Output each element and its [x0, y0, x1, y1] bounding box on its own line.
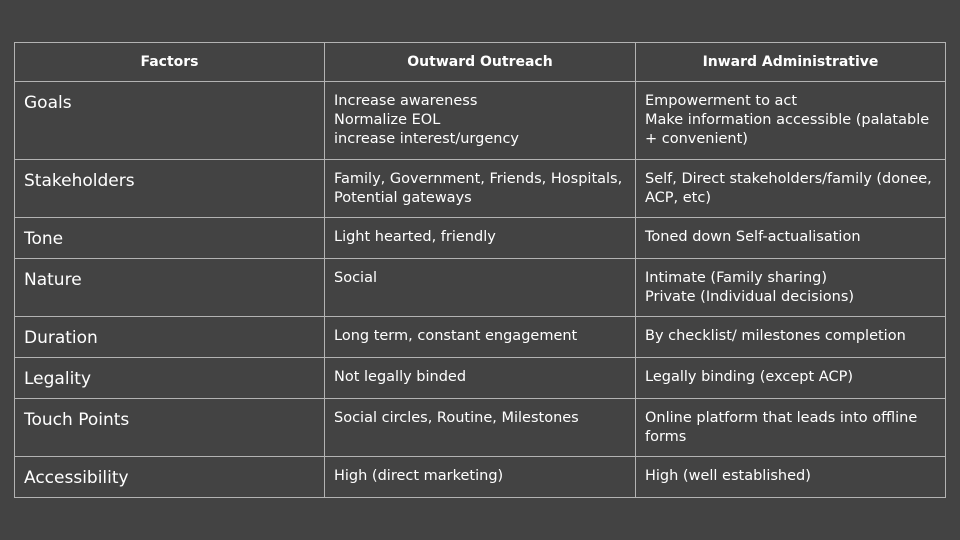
outward-cell: [325, 218, 636, 259]
cell-line: Long term, constant engagement: [334, 328, 578, 344]
factor-cell: [15, 160, 325, 218]
factor-cell: [15, 358, 325, 399]
factor-label: Nature: [24, 270, 82, 290]
outward-cell: [325, 259, 636, 317]
outward-cell: [325, 457, 636, 498]
inward-cell: [636, 218, 946, 259]
factor-cell: [15, 457, 325, 498]
cell-line: Online platform that leads into offline forms: [645, 410, 918, 445]
factor-label: Goals: [24, 93, 72, 113]
inward-cell: [636, 317, 946, 358]
cell-line: increase interest/urgency: [334, 131, 520, 147]
inward-cell: [636, 358, 946, 399]
cell-line: By checklist/ milestones completion: [645, 328, 906, 344]
inward-cell: [636, 259, 946, 317]
table-row: [15, 358, 946, 399]
cell-line: Make information accessible (palatable + convenient): [645, 112, 930, 147]
factor-label: Legality: [24, 369, 92, 389]
factor-label: Duration: [24, 328, 98, 348]
factors-table: [14, 42, 946, 498]
outward-cell: [325, 160, 636, 218]
cell-line: Legally binding (except ACP): [645, 369, 853, 385]
cell-line: Increase awareness: [334, 93, 478, 109]
cell-line: Normalize EOL: [334, 112, 441, 128]
inward-cell: [636, 457, 946, 498]
outward-cell: [325, 399, 636, 457]
cell-line: High (well established): [645, 468, 811, 484]
inward-cell: [636, 160, 946, 218]
inward-cell: [636, 399, 946, 457]
factor-label: Tone: [24, 229, 64, 249]
outward-cell: [325, 317, 636, 358]
table-row: [15, 457, 946, 498]
table-row: [15, 160, 946, 218]
table-header-row: [15, 43, 946, 82]
factor-cell: [15, 218, 325, 259]
cell-line: Self, Direct stakeholders/family (donee, ACP, etc): [645, 171, 932, 206]
cell-line: Light hearted, friendly: [334, 229, 496, 245]
table-row: [15, 399, 946, 457]
header-factors: Factors: [15, 43, 325, 82]
cell-line: Family, Government, Friends, Hospitals, Potential gateways: [334, 171, 623, 206]
cell-line: Not legally binded: [334, 369, 467, 385]
cell-line: Social circles, Routine, Milestones: [334, 410, 579, 426]
cell-line: Toned down Self-actualisation: [645, 229, 861, 245]
table-row: [15, 82, 946, 160]
inward-cell: [636, 82, 946, 160]
outward-cell: [325, 358, 636, 399]
table-row: [15, 259, 946, 317]
outward-cell: [325, 82, 636, 160]
cell-line: Intimate (Family sharing): [645, 270, 828, 286]
cell-line: Private (Individual decisions): [645, 289, 855, 305]
header-inward-administrative: Inward Administrative: [636, 43, 946, 82]
factor-cell: [15, 259, 325, 317]
cell-line: Empowerment to act: [645, 93, 798, 109]
table-row: [15, 218, 946, 259]
factor-label: Stakeholders: [24, 171, 135, 191]
cell-line: High (direct marketing): [334, 468, 504, 484]
factor-label: Accessibility: [24, 468, 129, 488]
factor-cell: [15, 82, 325, 160]
factor-cell: [15, 317, 325, 358]
factor-cell: [15, 399, 325, 457]
factor-label: Touch Points: [24, 410, 130, 430]
header-outward-outreach: Outward Outreach: [325, 43, 636, 82]
table-row: [15, 317, 946, 358]
cell-line: Social: [334, 270, 377, 286]
